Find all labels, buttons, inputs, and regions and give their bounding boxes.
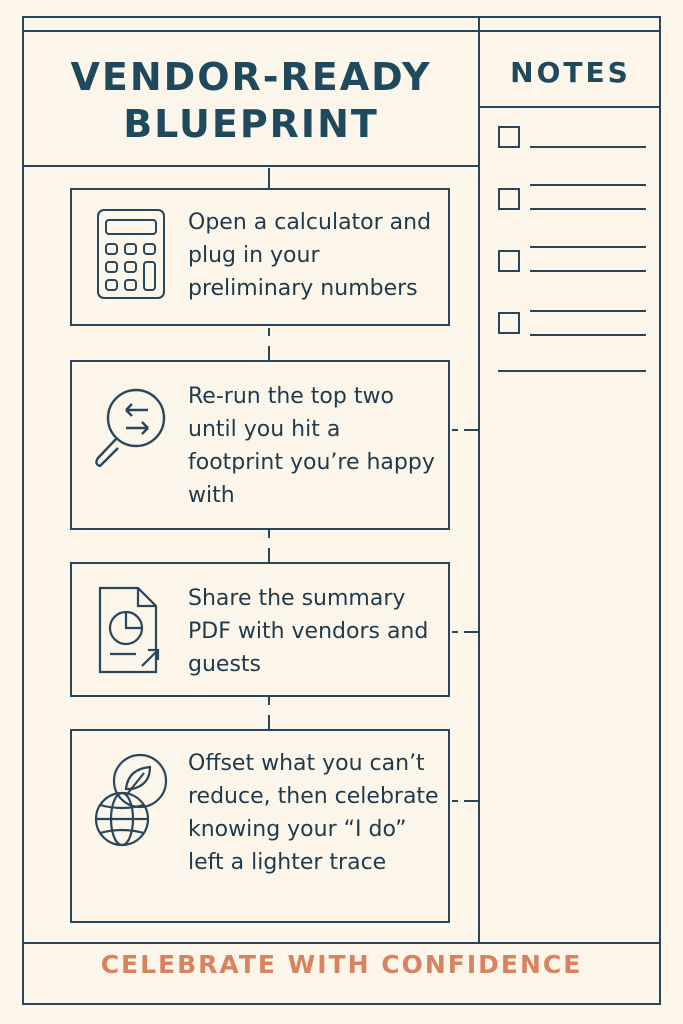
title-line-1: VENDOR-READY [70, 55, 432, 99]
notes-header-rule [478, 106, 661, 108]
calculator-icon [92, 208, 168, 306]
connector-dash [268, 328, 270, 336]
connector-dash [268, 530, 270, 538]
step-text-1: Open a calculator and plug in your preliminary numbers [188, 210, 432, 301]
step-card-1 [70, 188, 450, 326]
notes-line[interactable] [498, 370, 646, 372]
top-rule [22, 30, 661, 32]
step-card-2 [70, 360, 450, 530]
connector-dash [268, 697, 270, 705]
footer-rule [22, 942, 661, 944]
step-text-2: Re-run the top two until you hit a footprint you’re happy with [188, 384, 435, 508]
magnifier-refresh-icon [92, 386, 168, 480]
side-connector-dash [464, 429, 478, 431]
notes-checkbox-4[interactable] [498, 312, 520, 334]
notes-line[interactable] [530, 334, 646, 336]
notes-line[interactable] [530, 246, 646, 248]
notes-line[interactable] [530, 310, 646, 312]
document-share-icon [92, 586, 168, 680]
step-card-3 [70, 562, 450, 697]
step-card-4 [70, 729, 450, 923]
side-connector-dash [464, 800, 478, 802]
title-line-2: BLUEPRINT [123, 102, 379, 146]
notes-heading: NOTES [510, 56, 631, 89]
notes-checkbox-1[interactable] [498, 126, 520, 148]
notes-line[interactable] [530, 146, 646, 148]
step-text-3: Share the summary PDF with vendors and guests [188, 586, 429, 677]
side-connector-dash [464, 631, 478, 633]
footer-tagline: CELEBRATE WITH CONFIDENCE [100, 950, 583, 979]
title-rule [22, 165, 480, 167]
side-connector-dash [452, 800, 458, 802]
notes-checkbox-2[interactable] [498, 188, 520, 210]
globe-leaf-icon [92, 753, 174, 853]
connector-dash [268, 346, 270, 360]
step-text-4: Offset what you can’t reduce, then celebrate knowing your “I do” left a lighter trace [188, 751, 439, 875]
page-title [24, 54, 478, 148]
notes-checkbox-3[interactable] [498, 250, 520, 272]
notes-line[interactable] [530, 208, 646, 210]
column-divider [478, 16, 480, 944]
connector-dash [268, 715, 270, 729]
connector-dash [268, 548, 270, 562]
notes-line[interactable] [530, 184, 646, 186]
notes-line[interactable] [530, 270, 646, 272]
side-connector-dash [452, 631, 458, 633]
connector-dash [268, 168, 270, 188]
side-connector-dash [452, 429, 458, 431]
